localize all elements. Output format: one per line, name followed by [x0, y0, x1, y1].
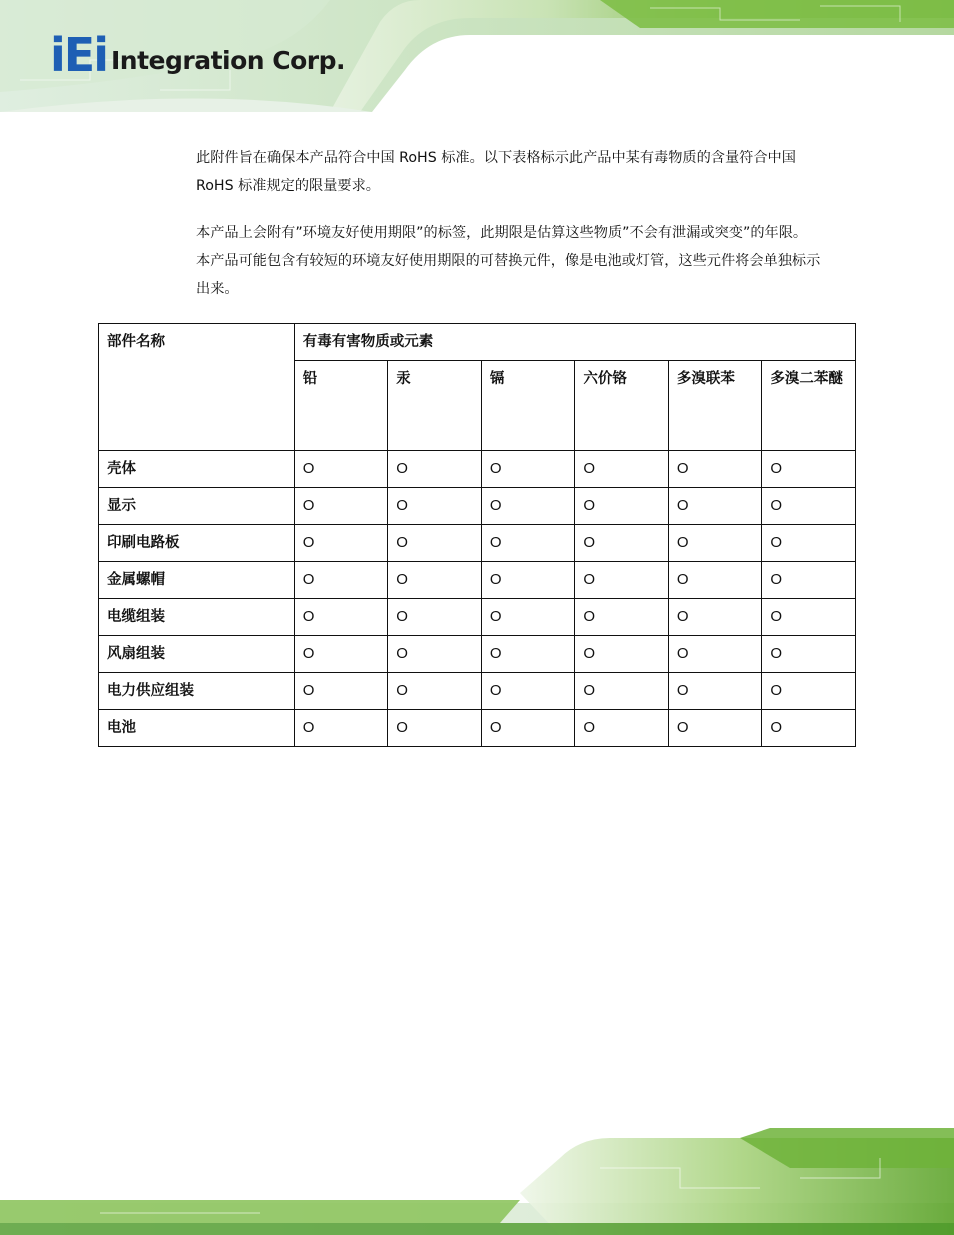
label-paragraph: 本产品上会附有”环境友好使用期限”的标签，此期限是估算这些物质”不会有泄漏或突变”的年限。本产品可能包含有较短的环境友好使用期限的可替换元件，像是电池或灯管，这些元件将会单独标示出来。 — [196, 225, 821, 297]
substance-header: 铅 — [294, 361, 388, 451]
compliance-mark-cell: O — [762, 488, 856, 525]
compliance-mark-cell: O — [388, 673, 482, 710]
table-body — [99, 451, 856, 747]
compliance-mark-cell: O — [388, 562, 482, 599]
part-name-cell: 电池 — [99, 710, 295, 747]
compliance-mark-cell: O — [668, 599, 762, 636]
compliance-mark-cell: O — [762, 599, 856, 636]
part-name-cell: 风扇组装 — [99, 636, 295, 673]
compliance-mark-cell: O — [575, 599, 669, 636]
substance-header: 汞 — [388, 361, 482, 451]
table-header-row — [99, 324, 856, 361]
table-row — [99, 710, 856, 747]
substance-header: 多溴二苯醚 — [762, 361, 856, 451]
compliance-mark-cell: O — [668, 636, 762, 673]
compliance-mark-cell: O — [294, 673, 388, 710]
compliance-mark-cell: O — [762, 710, 856, 747]
table-row — [99, 562, 856, 599]
table-row — [99, 673, 856, 710]
compliance-mark-cell: O — [388, 599, 482, 636]
compliance-mark-cell: O — [575, 673, 669, 710]
compliance-mark-cell: O — [294, 451, 388, 488]
compliance-mark-cell: O — [481, 562, 575, 599]
table-row — [99, 525, 856, 562]
substance-header: 镉 — [481, 361, 575, 451]
compliance-mark-cell: O — [388, 451, 482, 488]
substance-group-header: 有毒有害物质或元素 — [294, 324, 855, 361]
compliance-mark-cell: O — [575, 488, 669, 525]
part-name-cell: 印刷电路板 — [99, 525, 295, 562]
compliance-mark-cell: O — [575, 451, 669, 488]
table-row — [99, 488, 856, 525]
compliance-mark-cell: O — [388, 525, 482, 562]
logo-text: Integration Corp. — [110, 46, 346, 75]
compliance-mark-cell: O — [575, 710, 669, 747]
footer-banner — [0, 1128, 954, 1235]
compliance-mark-cell: O — [481, 673, 575, 710]
rohs-table — [98, 323, 856, 747]
substance-header: 六价铬 — [575, 361, 669, 451]
compliance-mark-cell: O — [294, 599, 388, 636]
part-name-cell: 壳体 — [99, 451, 295, 488]
compliance-mark-cell: O — [481, 599, 575, 636]
compliance-mark-cell: O — [481, 451, 575, 488]
header-banner — [0, 0, 954, 115]
part-name-cell: 电力供应组装 — [99, 673, 295, 710]
compliance-mark-cell: O — [481, 636, 575, 673]
compliance-mark-cell: O — [575, 562, 669, 599]
compliance-mark-cell: O — [668, 562, 762, 599]
compliance-mark-cell: O — [575, 525, 669, 562]
compliance-mark-cell: O — [762, 451, 856, 488]
logo-mark: iEi — [50, 28, 107, 82]
part-name-cell: 电缆组装 — [99, 599, 295, 636]
compliance-mark-cell: O — [668, 673, 762, 710]
compliance-mark-cell: O — [481, 710, 575, 747]
compliance-mark-cell: O — [481, 525, 575, 562]
company-logo — [50, 28, 346, 82]
intro-paragraph: 此附件旨在确保本产品符合中国 RoHS 标准。以下表格标示此产品中某有毒物质的含量符合中国 RoHS 标准规定的限量要求。 — [196, 150, 796, 194]
compliance-mark-cell: O — [668, 451, 762, 488]
table-row — [99, 451, 856, 488]
compliance-mark-cell: O — [294, 710, 388, 747]
part-name-cell: 显示 — [99, 488, 295, 525]
compliance-mark-cell: O — [481, 488, 575, 525]
compliance-mark-cell: O — [762, 525, 856, 562]
compliance-mark-cell: O — [294, 562, 388, 599]
compliance-mark-cell: O — [388, 710, 482, 747]
compliance-mark-cell: O — [388, 636, 482, 673]
part-name-cell: 金属螺帽 — [99, 562, 295, 599]
compliance-mark-cell: O — [762, 636, 856, 673]
footer-graphic — [0, 1128, 954, 1235]
part-name-header: 部件名称 — [99, 324, 295, 451]
compliance-mark-cell: O — [575, 636, 669, 673]
compliance-mark-cell: O — [294, 636, 388, 673]
compliance-mark-cell: O — [668, 488, 762, 525]
compliance-mark-cell: O — [668, 710, 762, 747]
compliance-mark-cell: O — [294, 488, 388, 525]
compliance-mark-cell: O — [762, 673, 856, 710]
compliance-mark-cell: O — [668, 525, 762, 562]
substance-header: 多溴联苯 — [668, 361, 762, 451]
compliance-mark-cell: O — [762, 562, 856, 599]
table-row — [99, 599, 856, 636]
compliance-mark-cell: O — [388, 488, 482, 525]
table-row — [99, 636, 856, 673]
compliance-mark-cell: O — [294, 525, 388, 562]
